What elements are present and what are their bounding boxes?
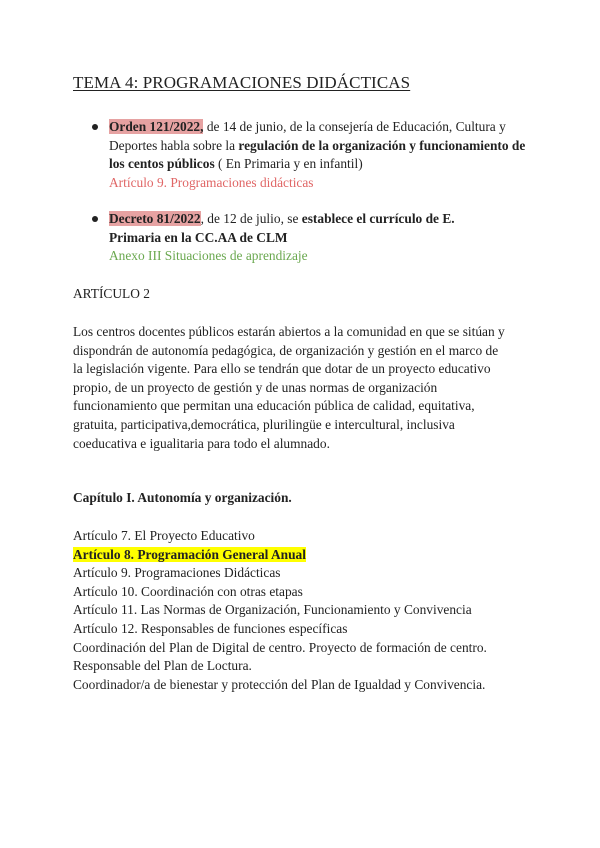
decreto-annex-link[interactable]: Anexo III Situaciones de aprendizaje [109, 248, 308, 264]
decreto-bold-text: establece el currículo de E. Primaria en la CC.AA de CLM [109, 211, 455, 245]
paragraph-line: Los centros docentes públicos estarán abiertos a la comunidad en que se sitúan y [73, 324, 505, 339]
orden-text: de 14 de junio, de la consejería de Educación, Cultura y Deportes habla sobre la [109, 119, 506, 153]
orden-reference: Orden 121/2022, [109, 119, 204, 134]
paragraph-line: propio, de un proyecto de gestión y de unas normas de organización [73, 379, 438, 395]
article-item: Artículo 7. El Proyecto Educativo [73, 528, 255, 543]
paragraph-line: coeducativa e igualitaria para todo el alumnado. [73, 435, 330, 451]
article-item-highlighted: Artículo 8. Programación General Anual [73, 546, 306, 562]
bullet-dot [92, 216, 98, 222]
paragraph-line: gratuita, participativa,democrática, plurilingüe e intercultural, inclusiva [73, 416, 455, 432]
bullet-body [109, 210, 494, 266]
bullet-body [109, 118, 532, 192]
orden-bold-text: regulación de la organización y funcionamiento de los centos públicos [109, 137, 526, 172]
article-item: Coordinador/a de bienestar y protección del Plan de Igualdad y Convivencia. [73, 676, 486, 692]
decreto-reference: Decreto 81/2022 [109, 211, 201, 226]
orden-text-end: ( En Primaria y en infantil) [214, 156, 363, 172]
articles-list [73, 527, 533, 694]
page-title: TEMA 4: PROGRAMACIONES DIDÁCTICAS [73, 73, 411, 92]
bullet-decreto [92, 210, 532, 266]
article-heading: ARTÍCULO 2 [73, 286, 150, 301]
chapter-heading: Capítulo I. Autonomía y organización. [73, 490, 292, 505]
paragraph-line: dispondrán de autonomía pedagógica, de organización y gestión en el marco de [73, 342, 499, 358]
bullet-dot [92, 124, 98, 130]
bullet-orden [92, 118, 532, 192]
orden-article-link[interactable]: Artículo 9. Programaciones didácticas [109, 174, 314, 190]
article-item: Coordinación del Plan de Digital de centro. Proyecto de formación de centro. [73, 639, 487, 655]
article-item: Artículo 11. Las Normas de Organización, Funcionamiento y Convivencia [73, 602, 472, 618]
article-item: Artículo 9. Programaciones Didácticas [73, 565, 281, 581]
paragraph-line: funcionamiento que permitan una educación pública de calidad, equitativa, [73, 398, 475, 414]
article-paragraph [73, 323, 535, 453]
article-item: Artículo 10. Coordinación con otras etapas [73, 583, 303, 599]
article-item: Responsable del Plan de Loctura. [73, 658, 252, 674]
paragraph-line: la legislación vigente. Para ello se tendrán que dotar de un proyecto educativo [73, 361, 491, 377]
decreto-text: , de 12 de julio, se [200, 211, 302, 226]
article-item: Artículo 12. Responsables de funciones específicas [73, 620, 348, 636]
